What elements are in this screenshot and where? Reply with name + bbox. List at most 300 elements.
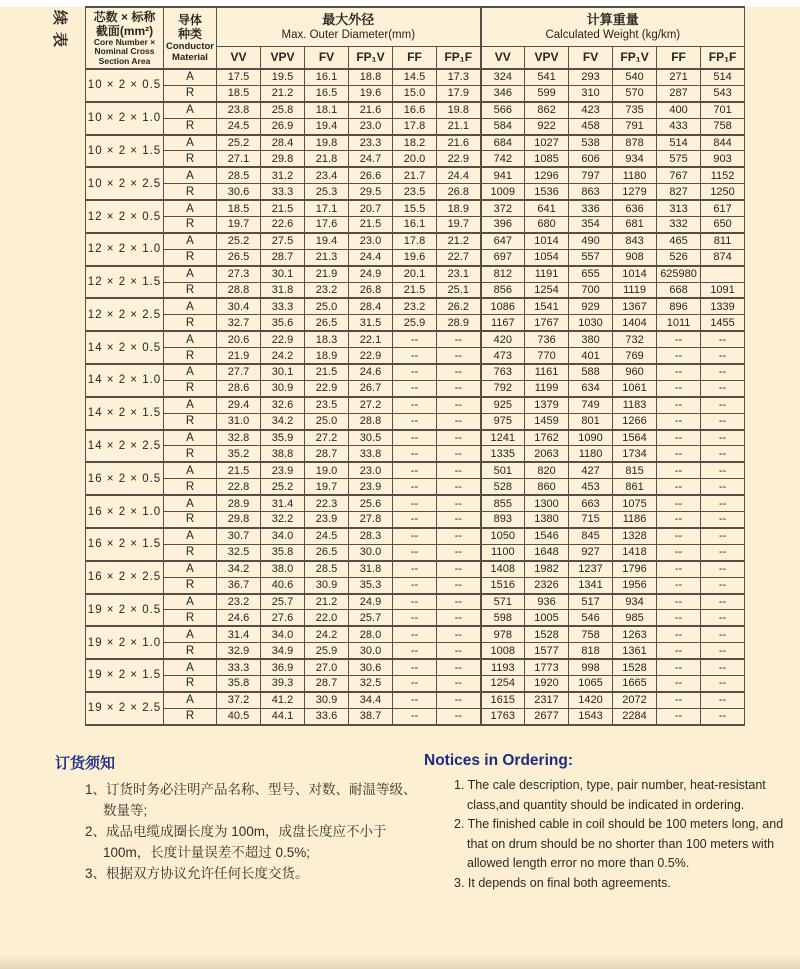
value-cell: 18.1: [305, 102, 349, 118]
value-cell: 1615: [481, 692, 525, 708]
value-cell: 423: [569, 102, 613, 118]
value-cell: --: [701, 430, 745, 446]
value-cell: 293: [569, 69, 613, 85]
value-cell: 1648: [525, 544, 569, 560]
value-cell: 20.0: [393, 151, 437, 167]
value-cell: 32.7: [217, 315, 261, 331]
value-cell: 791: [613, 118, 657, 134]
value-cell: --: [657, 610, 701, 626]
value-cell: 453: [569, 479, 613, 495]
material-cell: R: [164, 217, 217, 233]
value-cell: 34.0: [261, 528, 305, 544]
size-cell: 14 × 2 × 1.5: [86, 397, 164, 430]
material-cell: R: [164, 151, 217, 167]
table-row: [86, 675, 745, 691]
value-cell: --: [393, 544, 437, 560]
value-cell: --: [701, 675, 745, 691]
material-cell: A: [164, 626, 217, 642]
material-cell: A: [164, 462, 217, 478]
value-cell: 14.5: [393, 69, 437, 85]
value-cell: 700: [569, 282, 613, 298]
value-cell: 22.8: [217, 479, 261, 495]
od-col-fp1f: FP₁F: [437, 46, 481, 69]
value-cell: --: [657, 594, 701, 610]
value-cell: 975: [481, 413, 525, 429]
value-cell: --: [393, 380, 437, 396]
value-cell: 655: [569, 266, 613, 282]
value-cell: 28.0: [349, 626, 393, 642]
value-cell: 22.6: [261, 217, 305, 233]
material-cell: R: [164, 282, 217, 298]
value-cell: 40.5: [217, 708, 261, 724]
value-cell: 878: [613, 135, 657, 151]
value-cell: 1014: [525, 233, 569, 249]
value-cell: 16.5: [305, 85, 349, 101]
value-cell: 30.0: [349, 544, 393, 560]
value-cell: 1279: [613, 184, 657, 200]
size-cell: 19 × 2 × 1.5: [86, 659, 164, 692]
value-cell: --: [393, 528, 437, 544]
value-cell: 21.6: [437, 135, 481, 151]
value-cell: --: [701, 610, 745, 626]
value-cell: --: [393, 397, 437, 413]
value-cell: --: [701, 331, 745, 347]
table-row: [86, 315, 745, 331]
value-cell: 22.9: [349, 348, 393, 364]
value-cell: 634: [569, 380, 613, 396]
value-cell: 606: [569, 151, 613, 167]
value-cell: 1455: [701, 315, 745, 331]
value-cell: 934: [613, 594, 657, 610]
value-cell: 17.5: [217, 69, 261, 85]
table-row: [86, 446, 745, 462]
table-row: [86, 69, 745, 85]
value-cell: 25.8: [261, 102, 305, 118]
value-cell: --: [657, 708, 701, 724]
value-cell: 16.6: [393, 102, 437, 118]
conductor-zh-line2: 种类: [177, 27, 202, 41]
value-cell: 514: [657, 135, 701, 151]
value-cell: 27.7: [217, 364, 261, 380]
ordering-notes-zh: [55, 752, 417, 884]
value-cell: 647: [481, 233, 525, 249]
value-cell: 465: [657, 233, 701, 249]
value-cell: --: [393, 512, 437, 528]
value-cell: 39.3: [261, 675, 305, 691]
value-cell: 25.2: [261, 479, 305, 495]
od-col-vv: VV: [217, 46, 261, 69]
value-cell: 23.9: [261, 462, 305, 478]
value-cell: --: [437, 544, 481, 560]
value-cell: 18.3: [305, 331, 349, 347]
value-cell: 28.4: [261, 135, 305, 151]
value-cell: --: [393, 430, 437, 446]
value-cell: --: [437, 364, 481, 380]
value-cell: 538: [569, 135, 613, 151]
value-cell: 23.2: [217, 594, 261, 610]
value-cell: 32.2: [261, 512, 305, 528]
conductor-zh-line1: 导体: [177, 13, 202, 27]
table-row: [86, 200, 745, 216]
value-cell: 29.8: [261, 151, 305, 167]
value-cell: 21.9: [217, 348, 261, 364]
value-cell: 25.7: [261, 594, 305, 610]
value-cell: 19.0: [305, 462, 349, 478]
value-cell: 770: [525, 348, 569, 364]
value-cell: 1920: [525, 675, 569, 691]
value-cell: 28.6: [217, 380, 261, 396]
value-cell: 40.6: [261, 577, 305, 593]
material-cell: R: [164, 249, 217, 265]
value-cell: --: [393, 659, 437, 675]
material-cell: R: [164, 479, 217, 495]
value-cell: 1300: [525, 495, 569, 511]
value-cell: 1075: [613, 495, 657, 511]
value-cell: 1564: [613, 430, 657, 446]
value-cell: 732: [613, 331, 657, 347]
value-cell: 1199: [525, 380, 569, 396]
value-cell: 23.0: [349, 118, 393, 134]
table-row: [86, 266, 745, 282]
value-cell: 28.8: [349, 413, 393, 429]
value-cell: --: [393, 594, 437, 610]
value-cell: 697: [481, 249, 525, 265]
table-row: [86, 610, 745, 626]
value-cell: 1367: [613, 298, 657, 314]
value-cell: 2063: [525, 446, 569, 462]
table-row: [86, 643, 745, 659]
material-cell: R: [164, 446, 217, 462]
value-cell: 30.9: [305, 692, 349, 708]
value-cell: 33.3: [261, 184, 305, 200]
value-cell: --: [437, 561, 481, 577]
value-cell: 32.5: [349, 675, 393, 691]
value-cell: 15.0: [393, 85, 437, 101]
value-cell: 22.9: [305, 380, 349, 396]
value-cell: 35.3: [349, 577, 393, 593]
size-cell: 19 × 2 × 2.5: [86, 692, 164, 725]
value-cell: 28.7: [305, 675, 349, 691]
value-cell: 336: [569, 200, 613, 216]
value-cell: --: [701, 348, 745, 364]
value-cell: 1516: [481, 577, 525, 593]
calculated-weight-zh: 计算重量: [586, 12, 639, 28]
value-cell: --: [657, 643, 701, 659]
od-col-fv: FV: [305, 46, 349, 69]
value-cell: 27.0: [305, 659, 349, 675]
value-cell: 26.7: [349, 380, 393, 396]
ordering-notes-en: [424, 752, 796, 893]
value-cell: 21.6: [349, 102, 393, 118]
value-cell: 29.5: [349, 184, 393, 200]
value-cell: 23.9: [349, 479, 393, 495]
od-col-vpv: VPV: [261, 46, 305, 69]
wt-col-vv: VV: [481, 46, 525, 69]
value-cell: 24.6: [349, 364, 393, 380]
value-cell: --: [657, 348, 701, 364]
conductor-en-line1: Conductor: [165, 41, 215, 52]
value-cell: --: [657, 659, 701, 675]
value-cell: 27.1: [217, 151, 261, 167]
size-cell: 19 × 2 × 0.5: [86, 594, 164, 627]
value-cell: 17.8: [393, 233, 437, 249]
value-cell: 35.9: [261, 430, 305, 446]
size-cell: 14 × 2 × 1.0: [86, 364, 164, 397]
value-cell: --: [657, 528, 701, 544]
core-number-zh-line1: 芯数 × 标称: [93, 9, 156, 24]
value-cell: 855: [481, 495, 525, 511]
value-cell: 1762: [525, 430, 569, 446]
value-cell: 23.5: [393, 184, 437, 200]
core-number-zh-line2: 截面(mm²): [95, 23, 154, 38]
value-cell: 1796: [613, 561, 657, 577]
material-cell: A: [164, 561, 217, 577]
value-cell: 372: [481, 200, 525, 216]
size-cell: 10 × 2 × 1.5: [86, 135, 164, 168]
material-cell: R: [164, 348, 217, 364]
value-cell: --: [657, 364, 701, 380]
value-cell: --: [657, 462, 701, 478]
table-row: [86, 348, 745, 364]
value-cell: 617: [701, 200, 745, 216]
od-col-ff: FF: [393, 46, 437, 69]
value-cell: 34.9: [261, 643, 305, 659]
value-cell: --: [393, 610, 437, 626]
value-cell: 758: [569, 626, 613, 642]
value-cell: --: [393, 446, 437, 462]
table-row: [86, 528, 745, 544]
table-row: [86, 217, 745, 233]
value-cell: 21.3: [305, 249, 349, 265]
value-cell: 820: [525, 462, 569, 478]
table-row: [86, 249, 745, 265]
value-cell: 38.8: [261, 446, 305, 462]
value-cell: 29.4: [217, 397, 261, 413]
table-row: [86, 282, 745, 298]
material-cell: R: [164, 512, 217, 528]
value-cell: 1250: [701, 184, 745, 200]
value-cell: 526: [657, 249, 701, 265]
value-cell: 24.9: [349, 266, 393, 282]
table-row: [86, 364, 745, 380]
value-cell: 32.8: [217, 430, 261, 446]
table-row: [86, 659, 745, 675]
value-cell: 715: [569, 512, 613, 528]
value-cell: 37.2: [217, 692, 261, 708]
value-cell: 41.2: [261, 692, 305, 708]
value-cell: 18.9: [305, 348, 349, 364]
table-row: [86, 331, 745, 347]
value-cell: --: [701, 708, 745, 724]
ordering-notes-zh-title: 订货须知: [55, 755, 116, 772]
table-row: [86, 298, 745, 314]
material-cell: R: [164, 118, 217, 134]
value-cell: 18.8: [349, 69, 393, 85]
value-cell: 29.8: [217, 512, 261, 528]
size-cell: 12 × 2 × 2.5: [86, 298, 164, 331]
table-row: [86, 708, 745, 724]
value-cell: 21.5: [305, 364, 349, 380]
value-cell: 758: [701, 118, 745, 134]
value-cell: --: [701, 479, 745, 495]
value-cell: --: [701, 380, 745, 396]
value-cell: 380: [569, 331, 613, 347]
value-cell: 24.7: [349, 151, 393, 167]
value-cell: 1065: [569, 675, 613, 691]
value-cell: 543: [701, 85, 745, 101]
value-cell: 19.6: [349, 85, 393, 101]
value-cell: 844: [701, 135, 745, 151]
value-cell: --: [393, 348, 437, 364]
value-cell: 1030: [569, 315, 613, 331]
value-cell: 22.0: [305, 610, 349, 626]
value-cell: --: [657, 397, 701, 413]
value-cell: 767: [657, 167, 701, 183]
table-row: [86, 233, 745, 249]
value-cell: 332: [657, 217, 701, 233]
table-row: [86, 512, 745, 528]
value-cell: 1546: [525, 528, 569, 544]
value-cell: 856: [481, 282, 525, 298]
value-cell: 30.1: [261, 266, 305, 282]
material-cell: R: [164, 708, 217, 724]
value-cell: 25.2: [217, 135, 261, 151]
value-cell: 31.8: [261, 282, 305, 298]
value-cell: 35.8: [217, 675, 261, 691]
value-cell: 1767: [525, 315, 569, 331]
value-cell: 2072: [613, 692, 657, 708]
value-cell: 1167: [481, 315, 525, 331]
value-cell: 24.5: [217, 118, 261, 134]
value-cell: --: [437, 643, 481, 659]
value-cell: 681: [613, 217, 657, 233]
value-cell: --: [437, 462, 481, 478]
value-cell: 812: [481, 266, 525, 282]
table-row: [86, 102, 745, 118]
value-cell: 313: [657, 200, 701, 216]
value-cell: 925: [481, 397, 525, 413]
value-cell: 44.1: [261, 708, 305, 724]
value-cell: 1180: [613, 167, 657, 183]
value-cell: 571: [481, 594, 525, 610]
page-bottom-shade: [0, 955, 800, 969]
value-cell: 17.6: [305, 217, 349, 233]
value-cell: 1009: [481, 184, 525, 200]
value-cell: --: [437, 495, 481, 511]
value-cell: 24.6: [217, 610, 261, 626]
value-cell: 1380: [525, 512, 569, 528]
table-row: [86, 594, 745, 610]
material-cell: A: [164, 659, 217, 675]
value-cell: 31.4: [217, 626, 261, 642]
value-cell: 668: [657, 282, 701, 298]
value-cell: 27.8: [349, 512, 393, 528]
material-cell: R: [164, 315, 217, 331]
value-cell: 26.8: [349, 282, 393, 298]
value-cell: 30.9: [261, 380, 305, 396]
value-cell: --: [437, 528, 481, 544]
value-cell: 978: [481, 626, 525, 642]
value-cell: 28.5: [305, 561, 349, 577]
value-cell: --: [393, 413, 437, 429]
value-cell: --: [657, 675, 701, 691]
value-cell: 636: [613, 200, 657, 216]
value-cell: 23.9: [305, 512, 349, 528]
value-cell: 287: [657, 85, 701, 101]
value-cell: --: [437, 577, 481, 593]
value-cell: --: [437, 675, 481, 691]
value-cell: [701, 266, 745, 282]
value-cell: --: [437, 380, 481, 396]
value-cell: --: [701, 577, 745, 593]
value-cell: 1536: [525, 184, 569, 200]
size-cell: 16 × 2 × 1.0: [86, 495, 164, 528]
value-cell: --: [701, 446, 745, 462]
value-cell: 19.7: [437, 217, 481, 233]
value-cell: --: [393, 577, 437, 593]
core-number-en-line3: Section Area: [98, 55, 151, 66]
ordering-notes-zh-item-1: 1、订货时务必注明产品名称、型号、对数、耐温等级、数量等;: [85, 782, 417, 818]
value-cell: 517: [569, 594, 613, 610]
material-cell: A: [164, 331, 217, 347]
value-cell: 541: [525, 69, 569, 85]
value-cell: 23.1: [437, 266, 481, 282]
material-cell: A: [164, 495, 217, 511]
value-cell: 28.7: [261, 249, 305, 265]
value-cell: 1408: [481, 561, 525, 577]
value-cell: 1773: [525, 659, 569, 675]
value-cell: 27.2: [305, 430, 349, 446]
value-cell: 32.5: [217, 544, 261, 560]
value-cell: 1577: [525, 643, 569, 659]
value-cell: --: [437, 692, 481, 708]
value-cell: 24.4: [437, 167, 481, 183]
value-cell: 28.9: [217, 495, 261, 511]
value-cell: 896: [657, 298, 701, 314]
value-cell: 28.9: [437, 315, 481, 331]
value-cell: 1008: [481, 643, 525, 659]
value-cell: 763: [481, 364, 525, 380]
value-cell: 818: [569, 643, 613, 659]
value-cell: 1420: [569, 692, 613, 708]
value-cell: --: [657, 380, 701, 396]
size-cell: 16 × 2 × 2.5: [86, 561, 164, 594]
value-cell: 30.5: [349, 430, 393, 446]
value-cell: 30.6: [217, 184, 261, 200]
material-cell: R: [164, 577, 217, 593]
value-cell: 680: [525, 217, 569, 233]
value-cell: 31.4: [261, 495, 305, 511]
conductor-material-header: [164, 7, 217, 69]
table-row: [86, 118, 745, 134]
value-cell: --: [393, 479, 437, 495]
value-cell: 33.6: [305, 708, 349, 724]
value-cell: --: [657, 430, 701, 446]
value-cell: 1183: [613, 397, 657, 413]
material-cell: A: [164, 430, 217, 446]
value-cell: 960: [613, 364, 657, 380]
table-row: [86, 626, 745, 642]
value-cell: --: [393, 626, 437, 642]
material-cell: A: [164, 167, 217, 183]
value-cell: 30.7: [217, 528, 261, 544]
value-cell: 1335: [481, 446, 525, 462]
value-cell: 874: [701, 249, 745, 265]
value-cell: 815: [613, 462, 657, 478]
core-number-header: [86, 7, 164, 69]
size-cell: 19 × 2 × 1.0: [86, 626, 164, 659]
value-cell: --: [657, 479, 701, 495]
